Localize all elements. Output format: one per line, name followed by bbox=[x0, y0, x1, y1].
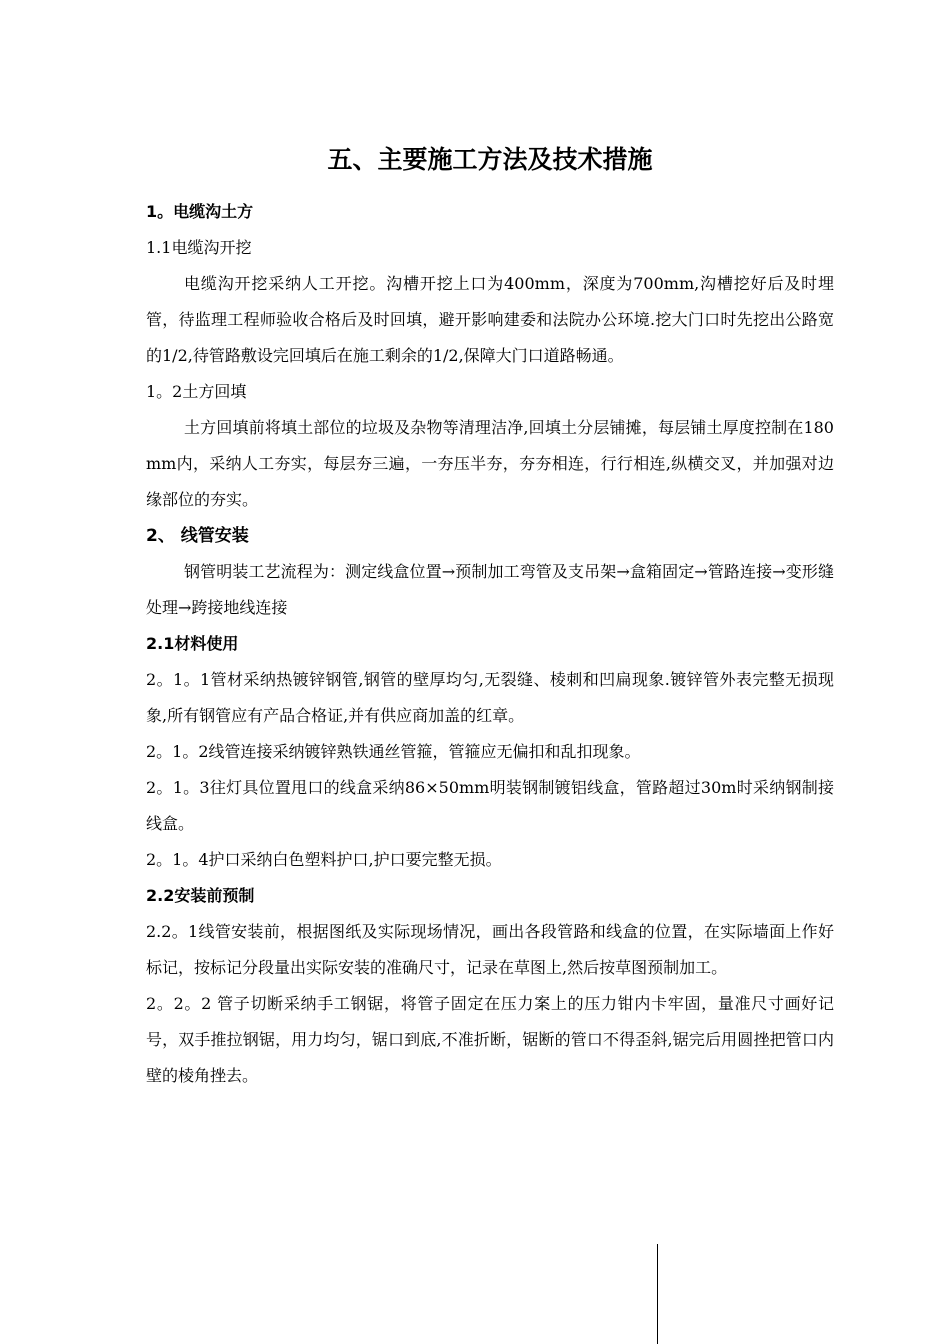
paragraph-2-intro: 钢管明装工艺流程为：测定线盒位置→预制加工弯管及支吊架→盒箱固定→管路连接→变形缝处理→跨接地线连接 bbox=[146, 562, 834, 617]
section-heading-1: 1。电缆沟土方 bbox=[146, 202, 254, 221]
list-item: 2。1。3往灯具位置甩口的线盒采纳86×50mm明装钢制镀铝线盒，管路超过30m时采纳钢制接线盒。 bbox=[146, 778, 834, 833]
list-item: 2。1。4护口采纳白色塑料护口,护口要完整无损。 bbox=[146, 850, 502, 869]
list-item: 2。1。1管材采纳热镀锌钢管,钢管的壁厚均匀,无裂缝、棱刺和凹扁现象.镀锌管外表完整无损现象,所有钢管应有产品合格证,并有供应商加盖的红章。 bbox=[146, 670, 834, 725]
subsection-heading-2-1: 2.1材料使用 bbox=[146, 634, 239, 653]
list-item: 2.2。1线管安装前，根据图纸及实际现场情况，画出各段管路和线盒的位置，在实际墙面上作好标记，按标记分段量出实际安装的准确尺寸，记录在草图上,然后按草图预制加工。 bbox=[146, 922, 834, 977]
subsection-heading-1-2: 1。2土方回填 bbox=[146, 382, 247, 401]
section-heading-2: 2、 线管安装 bbox=[146, 526, 249, 546]
document-body bbox=[146, 140, 834, 1094]
subsection-heading-2-2: 2.2安装前预制 bbox=[146, 886, 255, 905]
list-item: 2。1。2线管连接采纳镀锌熟铁通丝管箍，管箍应无偏扣和乱扣现象。 bbox=[146, 742, 641, 761]
paragraph-1-2: 土方回填前将填土部位的垃圾及杂物等清理洁净,回填土分层铺摊，每层铺土厚度控制在180 mm内，采纳人工夯实，每层夯三遍，一夯压半夯，夯夯相连，行行相连,纵横交叉，并加强对边缘部位的夯实。 bbox=[146, 418, 834, 509]
paragraph-1-1: 电缆沟开挖采纳人工开挖。沟槽开挖上口为400mm，深度为700mm,沟槽挖好后及时埋管，待监理工程师验收合格后及时回填，避开影响建委和法院办公环境.挖大门口时先挖出公路宽的1/2,待管路敷设完回填后在施工剩余的1/2,保障大门口道路畅通。 bbox=[146, 274, 834, 365]
list-item: 2。2。2 管子切断采纳手工钢锯，将管子固定在压力案上的压力钳内卡牢固，量准尺寸画好记号，双手推拉钢锯，用力均匀，锯口到底,不准折断，锯断的管口不得歪斜,锯完后用圆挫把管口内壁的棱角挫去。 bbox=[146, 994, 834, 1085]
margin-divider-line bbox=[657, 1244, 658, 1344]
page-title: 五、主要施工方法及技术措施 bbox=[327, 145, 653, 174]
subsection-heading-1-1: 1.1电缆沟开挖 bbox=[146, 238, 252, 257]
